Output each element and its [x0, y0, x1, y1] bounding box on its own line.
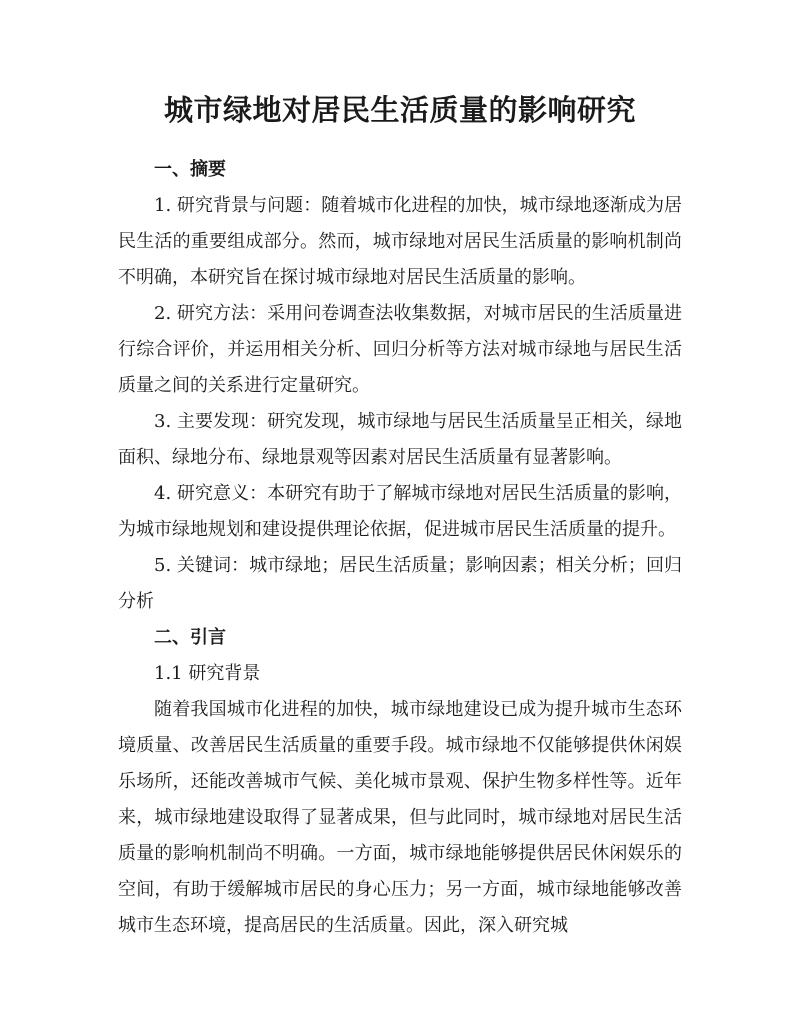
introduction-paragraph: 随着我国城市化进程的加快，城市绿地建设已成为提升城市生态环境质量、改善居民生活质量的重要手段。城市绿地不仅能够提供休闲娱乐场所，还能改善城市气候、美化城市景观、保护生物多样性等。近年来，城市绿地建设取得了显著成果，但与此同时，城市绿地对居民生活质量的影响机制尚不明确。一方面，城市绿地能够提供居民休闲娱乐的空间，有助于缓解城市居民的身心压力；另一方面，城市绿地能够改善城市生态环境，提高居民的生活质量。因此，深入研究城: [118, 699, 682, 936]
document-title: 城市绿地对居民生活质量的影响研究: [163, 93, 636, 127]
abstract-section: [118, 152, 682, 620]
abstract-paragraph-method: 2. 研究方法：采用问卷调查法收集数据，对城市居民的生活质量进行综合评价，并运用相关分析、回归分析等方法对城市绿地与居民生活质量之间的关系进行定量研究。: [118, 303, 682, 396]
abstract-paragraph-background: 1. 研究背景与问题：随着城市化进程的加快，城市绿地逐渐成为居民生活的重要组成部分。然而，城市绿地对居民生活质量的影响机制尚不明确，本研究旨在探讨城市绿地对居民生活质量的影响。: [118, 195, 682, 288]
research-background-subheading: 1.1 研究背景: [154, 663, 261, 684]
introduction-section: [118, 620, 682, 944]
abstract-paragraph-findings: 3. 主要发现：研究发现，城市绿地与居民生活质量呈正相关，绿地面积、绿地分布、绿地景观等因素对居民生活质量有显著影响。: [118, 411, 682, 468]
abstract-paragraph-significance: 4. 研究意义：本研究有助于了解城市绿地对居民生活质量的影响，为城市绿地规划和建设提供理论依据，促进城市居民生活质量的提升。: [118, 483, 682, 540]
abstract-paragraph-keywords: 5. 关键词：城市绿地；居民生活质量；影响因素；相关分析；回归分析: [118, 555, 682, 612]
introduction-heading: 二、引言: [154, 627, 226, 648]
abstract-heading: 一、摘要: [154, 159, 226, 180]
